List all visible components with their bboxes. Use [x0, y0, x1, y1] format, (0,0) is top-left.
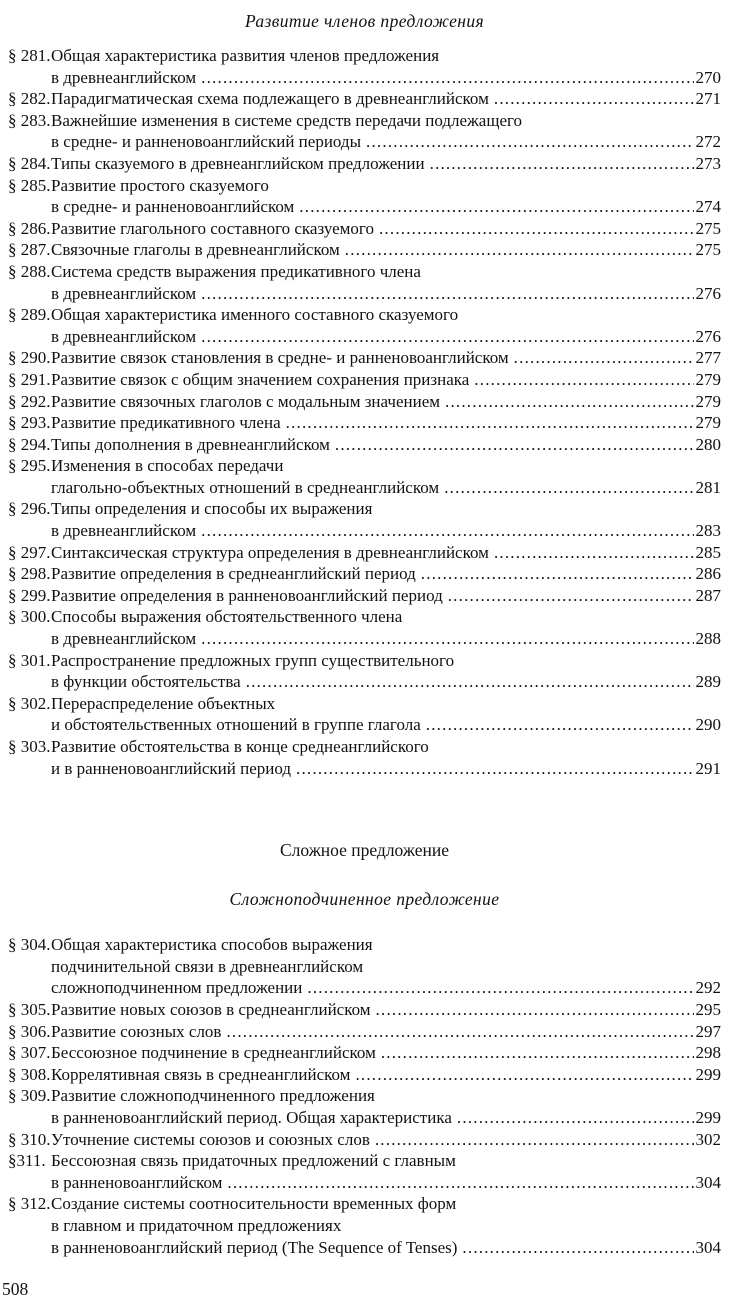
toc-entry-line — [8, 1150, 721, 1172]
toc-entry — [8, 88, 721, 110]
entry-text: в древнеанглийском — [51, 629, 197, 649]
entry-text: Общая характеристика развития членов предложения — [51, 46, 440, 65]
entry-text: Развитие союзных слов — [51, 1021, 222, 1041]
toc-entry-line — [8, 758, 721, 780]
entry-text: Развитие связок с общим значением сохранения признака — [51, 369, 470, 389]
dot-leader — [448, 585, 694, 607]
dot-leader — [355, 1064, 693, 1086]
entry-text: в древнеанглийском — [51, 521, 197, 541]
dot-leader — [299, 196, 693, 218]
toc-entry-line — [8, 110, 721, 132]
toc-entry — [8, 999, 721, 1021]
entry-number: § 286. — [8, 218, 51, 238]
dot-leader — [345, 239, 694, 261]
toc-entry — [8, 369, 721, 391]
dot-leader — [421, 563, 694, 585]
entry-page-number: 283 — [695, 521, 721, 541]
dot-leader — [426, 714, 694, 736]
toc-entry-line — [8, 1085, 721, 1107]
entry-text: в ранненовоанглийском — [51, 1172, 223, 1192]
toc-entry — [8, 606, 721, 649]
entry-text: и обстоятельственных отношений в группе глагола — [51, 715, 421, 735]
toc-entry-line — [8, 1129, 721, 1151]
toc-entry-line — [8, 1215, 721, 1237]
toc-entry-line — [8, 934, 721, 956]
entry-text: Уточнение системы союзов и союзных слов — [51, 1129, 370, 1149]
entry-page-number: 276 — [695, 283, 721, 303]
toc-entry — [8, 693, 721, 736]
toc-entry-line — [8, 606, 721, 628]
entry-number: § 289. — [8, 305, 51, 325]
toc-entry-line — [8, 956, 721, 978]
dot-leader — [246, 671, 694, 693]
dot-leader — [227, 1172, 693, 1194]
toc-entry-line — [8, 563, 721, 585]
entry-number: § 308. — [8, 1064, 51, 1084]
entry-number: § 312. — [8, 1194, 51, 1214]
entry-text: Общая характеристика способов выражения — [51, 935, 373, 955]
toc-entry-line — [8, 977, 721, 999]
toc-entry-line — [8, 498, 721, 520]
toc-entry-line — [8, 693, 721, 715]
entry-page-number: 276 — [695, 326, 721, 346]
entry-page-number: 273 — [695, 153, 721, 173]
entry-number: § 307. — [8, 1043, 51, 1063]
entry-text: в ранненовоанглийский период (The Sequence of Tenses) — [51, 1237, 458, 1257]
entry-text: Развитие простого сказуемого — [51, 175, 269, 195]
toc-entry-line — [8, 369, 721, 391]
entry-number: § 285. — [8, 175, 51, 195]
entry-page-number: 304 — [695, 1172, 721, 1192]
toc-entry — [8, 498, 721, 541]
toc-entry-line — [8, 391, 721, 413]
toc-entry — [8, 347, 721, 369]
toc-entry — [8, 455, 721, 498]
dot-leader — [462, 1237, 693, 1259]
toc-entry — [8, 542, 721, 564]
entry-text: Синтаксическая структура определения в древнеанглийском — [51, 542, 489, 562]
entry-text: Развитие предикативного члена — [51, 413, 281, 433]
toc-entry-line — [8, 218, 721, 240]
table-of-contents — [8, 45, 721, 1258]
entry-page-number: 275 — [695, 218, 721, 238]
toc-entry — [8, 110, 721, 153]
toc-entry-line — [8, 196, 721, 218]
dot-leader — [286, 412, 694, 434]
entry-number: § 292. — [8, 391, 51, 411]
entry-text: Развитие определения в ранненовоанглийский период — [51, 585, 443, 605]
toc-entry — [8, 45, 721, 88]
entry-number: § 302. — [8, 693, 51, 713]
toc-entry — [8, 412, 721, 434]
entry-number: § 309. — [8, 1086, 51, 1106]
entry-text: сложноподчиненном предложении — [51, 978, 303, 998]
entry-text: в древнеанглийском — [51, 283, 197, 303]
entry-text: Типы сказуемого в древнеанглийском предложении — [51, 153, 425, 173]
toc-entry — [8, 736, 721, 779]
entry-text: Развитие определения в среднеанглийский период — [51, 564, 416, 584]
toc-entry — [8, 261, 721, 304]
toc-entry-line — [8, 175, 721, 197]
entry-number: § 290. — [8, 348, 51, 368]
entry-number: § 296. — [8, 499, 51, 519]
entry-number: § 291. — [8, 369, 51, 389]
toc-entry — [8, 1064, 721, 1086]
toc-entry-line — [8, 520, 721, 542]
dot-leader — [366, 131, 694, 153]
toc-entry — [8, 434, 721, 456]
entry-number: § 298. — [8, 564, 51, 584]
entry-page-number: 297 — [695, 1021, 721, 1041]
entry-text: в средне- и ранненовоанглийский периоды — [51, 132, 361, 152]
toc-entry-line — [8, 736, 721, 758]
toc-entry — [8, 934, 721, 999]
folio-page-number: 508 — [2, 1279, 29, 1299]
dot-leader — [201, 520, 693, 542]
dot-leader — [494, 88, 694, 110]
entry-text: Коррелятивная связь в среднеанглийском — [51, 1064, 351, 1084]
entry-text: Создание системы соотносительности временных форм — [51, 1194, 457, 1214]
entry-page-number: 295 — [695, 999, 721, 1019]
entry-number: § 281. — [8, 46, 51, 65]
entry-number: § 283. — [8, 110, 51, 130]
toc-entry — [8, 1085, 721, 1128]
entry-text: Типы определения и способы их выражения — [51, 499, 373, 519]
entry-page-number: 272 — [695, 132, 721, 152]
entry-text: Изменения в способах передачи — [51, 456, 284, 476]
entry-text: Важнейшие изменения в системе средств передачи подлежащего — [51, 110, 523, 130]
entry-text: в средне- и ранненовоанглийском — [51, 197, 295, 217]
toc-entry — [8, 650, 721, 693]
toc-entry-line — [8, 671, 721, 693]
entry-text: Развитие связок становления в средне- и ранненовоанглийском — [51, 348, 509, 368]
entry-number: § 303. — [8, 737, 51, 756]
entry-number: § 299. — [8, 585, 51, 605]
entry-text: Способы выражения обстоятельственного члена — [51, 607, 403, 627]
toc-entry — [8, 1129, 721, 1151]
toc-entry-line — [8, 153, 721, 175]
entry-text: глагольно-объектных отношений в среднеанглийском — [51, 477, 440, 497]
entry-number: § 282. — [8, 89, 51, 109]
entry-number: §311. — [8, 1151, 46, 1171]
entry-page-number: 291 — [695, 758, 721, 778]
entry-page-number: 304 — [695, 1237, 721, 1257]
dot-leader — [335, 434, 694, 456]
dot-leader — [381, 1042, 694, 1064]
entry-number: § 304. — [8, 935, 51, 955]
entry-number: § 288. — [8, 261, 51, 281]
entry-text: Распространение предложных групп существительного — [51, 650, 455, 670]
entry-page-number: 290 — [695, 715, 721, 735]
page-title: Развитие членов предложения — [244, 11, 485, 31]
entry-text: Развитие обстоятельства в конце среднеанглийского — [51, 737, 429, 756]
dot-leader — [379, 218, 694, 240]
dot-leader — [514, 347, 694, 369]
entry-text: и в ранненовоанглийский период — [51, 758, 292, 778]
toc-entry — [8, 304, 721, 347]
dot-leader — [307, 977, 693, 999]
entry-number: § 293. — [8, 413, 51, 433]
toc-entry-line — [8, 1021, 721, 1043]
entry-page-number: 286 — [695, 564, 721, 584]
entry-text: подчинительной связи в древнеанглийском — [51, 956, 364, 976]
toc-entry-line — [8, 585, 721, 607]
dot-leader — [376, 999, 694, 1021]
entry-text: в главном и придаточном предложениях — [51, 1215, 342, 1235]
toc-entry-line — [8, 628, 721, 650]
toc-entry-line — [8, 1064, 721, 1086]
dot-leader — [226, 1021, 693, 1043]
toc-entry-line — [8, 542, 721, 564]
entry-page-number: 292 — [695, 978, 721, 998]
toc-entry-line — [8, 1172, 721, 1194]
toc-entry-line — [8, 1193, 721, 1215]
entry-text: Перераспределение объектных — [51, 693, 276, 713]
entry-page-number: 274 — [695, 197, 721, 217]
entry-text: Развитие глагольного составного сказуемого — [51, 218, 374, 238]
toc-entry — [8, 1193, 721, 1258]
toc-entry — [8, 1021, 721, 1043]
toc-entry-line — [8, 477, 721, 499]
toc-entry-line — [8, 261, 721, 283]
entry-text: в ранненовоанглийский период. Общая характеристика — [51, 1107, 452, 1127]
dot-leader — [201, 67, 693, 89]
entry-page-number: 287 — [695, 585, 721, 605]
dot-leader — [430, 153, 694, 175]
entry-page-number: 289 — [695, 672, 721, 692]
entry-text: Развитие связочных глаголов с модальным значением — [51, 391, 440, 411]
entry-page-number: 299 — [695, 1107, 721, 1127]
toc-entry — [8, 391, 721, 413]
toc-entry-line — [8, 283, 721, 305]
entry-number: § 297. — [8, 542, 51, 562]
entry-number: § 287. — [8, 240, 51, 260]
entry-page-number: 279 — [695, 413, 721, 433]
entry-page-number: 279 — [695, 369, 721, 389]
entry-text: в древнеанглийском — [51, 326, 197, 346]
toc-entry — [8, 218, 721, 240]
dot-leader — [375, 1129, 694, 1151]
toc-entry-line — [8, 131, 721, 153]
toc-entry — [8, 563, 721, 585]
entry-number: § 295. — [8, 456, 51, 476]
toc-entry-line — [8, 455, 721, 477]
toc-entry — [8, 585, 721, 607]
entry-text: Связочные глаголы в древнеанглийском — [51, 240, 340, 260]
dot-leader — [457, 1107, 694, 1129]
entry-page-number: 302 — [695, 1129, 721, 1149]
toc-entry-line — [8, 304, 721, 326]
toc-entry-line — [8, 434, 721, 456]
section-heading: Сложное предложение — [279, 840, 449, 861]
entry-number: § 310. — [8, 1129, 51, 1149]
toc-entry-line — [8, 650, 721, 672]
toc-entry — [8, 1042, 721, 1064]
entry-text: Общая характеристика именного составного сказуемого — [51, 305, 459, 325]
entry-text: Типы дополнения в древнеанглийском — [51, 434, 330, 454]
entry-number: § 300. — [8, 607, 51, 627]
entry-number: § 305. — [8, 999, 51, 1019]
entry-text: Бессоюзное подчинение в среднеанглийском — [51, 1043, 376, 1063]
toc-entry-line — [8, 1237, 721, 1259]
toc-entry-line — [8, 1107, 721, 1129]
entry-page-number: 279 — [695, 391, 721, 411]
toc-entry — [8, 153, 721, 175]
dot-leader — [474, 369, 693, 391]
entry-page-number: 288 — [695, 629, 721, 649]
dot-leader — [201, 326, 693, 348]
entry-page-number: 275 — [695, 240, 721, 260]
dot-leader — [296, 758, 693, 780]
entry-number: § 301. — [8, 650, 51, 670]
toc-entry-line — [8, 326, 721, 348]
entry-page-number: 277 — [695, 348, 721, 368]
entry-number: § 306. — [8, 1021, 51, 1041]
entry-page-number: 298 — [695, 1043, 721, 1063]
toc-entry-line — [8, 67, 721, 89]
toc-entry-line — [8, 239, 721, 261]
dot-leader — [201, 283, 693, 305]
entry-text: в функции обстоятельства — [51, 672, 241, 692]
toc-entry-line — [8, 347, 721, 369]
toc-entry — [8, 175, 721, 218]
dot-leader — [444, 477, 693, 499]
dot-leader — [201, 628, 693, 650]
dot-leader — [445, 391, 694, 413]
entry-text: Бессоюзная связь придаточных предложений с главным — [51, 1151, 456, 1171]
entry-text: Парадигматическая схема подлежащего в древнеанглийском — [51, 89, 489, 109]
dot-leader — [494, 542, 694, 564]
toc-entry-line — [8, 1042, 721, 1064]
toc-entry — [8, 239, 721, 261]
entry-page-number: 281 — [695, 477, 721, 497]
entry-text: Система средств выражения предикативного члена — [51, 261, 421, 281]
entry-text: Развитие новых союзов в среднеанглийском — [51, 999, 371, 1019]
entry-page-number: 270 — [695, 67, 721, 87]
toc-entry-line — [8, 714, 721, 736]
entry-page-number: 271 — [695, 89, 721, 109]
toc-entry-line — [8, 412, 721, 434]
entry-text: Развитие сложноподчиненного предложения — [51, 1086, 375, 1106]
entry-number: § 284. — [8, 153, 51, 173]
entry-page-number: 299 — [695, 1064, 721, 1084]
toc-entry-line — [8, 999, 721, 1021]
section-heading: Сложноподчиненное предложение — [229, 889, 500, 910]
toc-entry-line — [8, 88, 721, 110]
entry-text: в древнеанглийском — [51, 67, 197, 87]
entry-number: § 294. — [8, 434, 51, 454]
entry-page-number: 285 — [695, 542, 721, 562]
toc-entry-line — [8, 45, 721, 67]
toc-entry — [8, 1150, 721, 1193]
entry-page-number: 280 — [695, 434, 721, 454]
